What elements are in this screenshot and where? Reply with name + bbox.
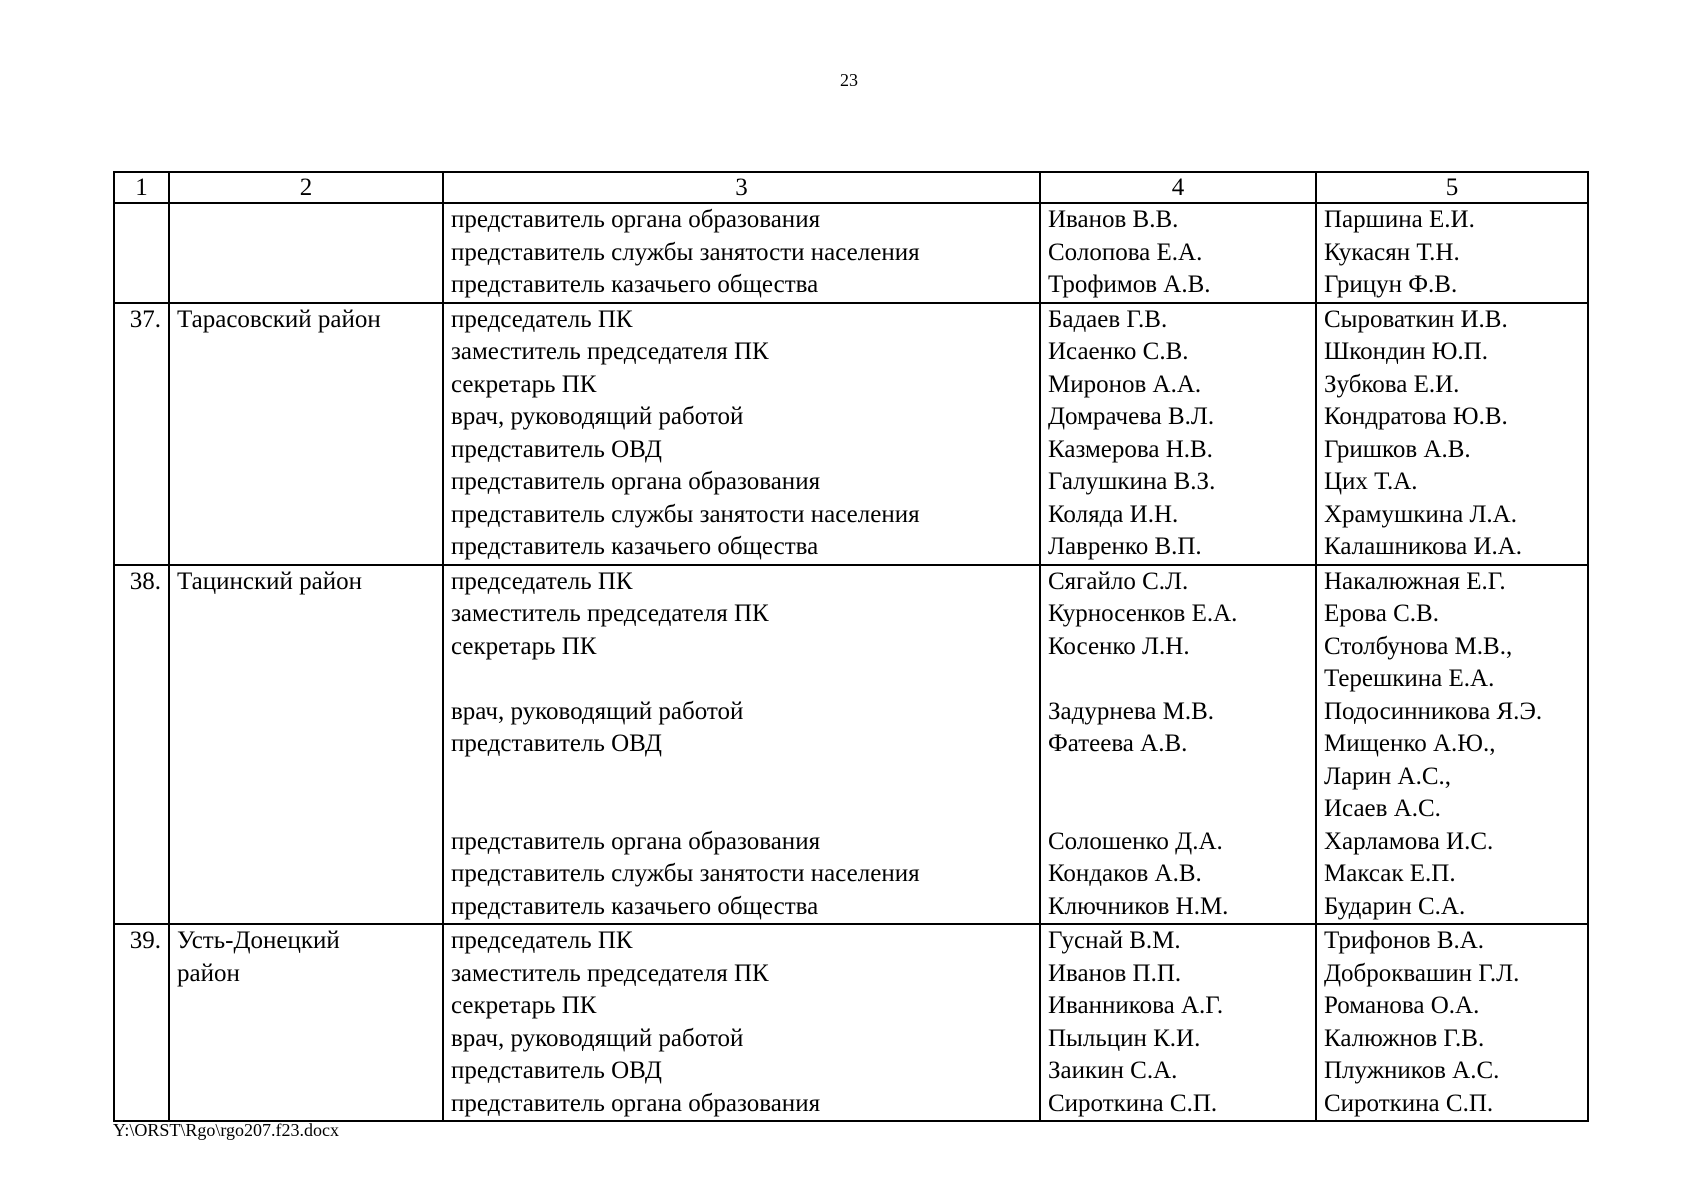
role-text: врач, руководящий работой	[451, 1024, 744, 1052]
header-row	[114, 172, 1588, 203]
reserve-name: Храмушкина Л.А.	[1324, 500, 1517, 528]
reserve-name: Романова О.А.	[1324, 992, 1480, 1019]
member-name: Кондаков А.В.	[1048, 860, 1202, 887]
district-name	[169, 203, 443, 303]
reserve-name: Шкондин Ю.П.	[1324, 338, 1488, 365]
role-text: заместитель председателя ПК	[451, 600, 769, 627]
role-text: представитель службы занятости населения	[451, 238, 920, 266]
role-text: секретарь ПК	[451, 370, 597, 398]
reserve-name: Кондратова Ю.В.	[1324, 403, 1508, 430]
page-number: 23	[840, 70, 858, 90]
reserve-name: Гришков А.В.	[1324, 435, 1471, 463]
reserve-cell	[1316, 203, 1588, 303]
role-cell	[443, 303, 1040, 565]
header-col-3: 3	[443, 172, 1040, 203]
role-text: представитель казачьего общества	[451, 533, 819, 560]
member-name: Казмерова Н.В.	[1048, 435, 1213, 463]
role-text: секретарь ПК	[451, 632, 597, 660]
role-text: представитель службы занятости населения	[451, 860, 920, 887]
role-text: секретарь ПК	[451, 992, 597, 1019]
role-text: председатель ПК	[451, 305, 633, 333]
reserve-name: Грицун Ф.В.	[1324, 271, 1458, 298]
member-cell	[1040, 303, 1316, 565]
district-group	[114, 565, 1588, 925]
district-name-line: Усть-Донецкий	[177, 927, 340, 954]
role-text: представитель службы занятости населения	[451, 500, 920, 528]
role-text: врач, руководящий работой	[451, 697, 744, 725]
role-text: представитель казачьего общества	[451, 271, 819, 298]
member-name: Галушкина В.З.	[1048, 468, 1216, 495]
role-cell	[443, 565, 1040, 925]
member-name: Задурнева М.В.	[1048, 697, 1215, 725]
reserve-name: Кукасян Т.Н.	[1324, 238, 1460, 266]
member-name: Ключников Н.М.	[1048, 892, 1229, 920]
reserve-name: Зубкова Е.И.	[1324, 370, 1460, 398]
role-text: заместитель председателя ПК	[451, 338, 769, 365]
member-name: Иванов П.П.	[1048, 959, 1182, 987]
reserve-name: Харламова И.С.	[1324, 827, 1494, 855]
district-group	[114, 303, 1588, 565]
reserve-name: Мищенко А.Ю.,	[1324, 730, 1496, 757]
role-text: представитель органа образования	[451, 1089, 821, 1117]
member-name: Солопова Е.А.	[1048, 238, 1203, 266]
district-group	[114, 924, 1588, 1121]
role-text: председатель ПК	[451, 927, 633, 954]
role-text: представитель ОВД	[451, 435, 662, 463]
district-name-line: Тацинский район	[177, 567, 362, 595]
member-cell	[1040, 924, 1316, 1121]
header-col-1: 1	[114, 172, 169, 203]
table-body	[114, 203, 1588, 1121]
reserve-name: Цих Т.А.	[1324, 468, 1418, 495]
reserve-name: Столбунова М.В.,	[1324, 632, 1513, 660]
member-name: Лавренко В.П.	[1048, 533, 1202, 560]
role-text: представитель ОВД	[451, 730, 662, 757]
role-text: врач, руководящий работой	[451, 403, 744, 430]
member-name: Иванов В.В.	[1048, 206, 1179, 233]
district-number: 38.	[114, 565, 169, 925]
member-name: Иванникова А.Г.	[1048, 992, 1224, 1019]
commission-table	[113, 171, 1589, 1122]
reserve-name: Сыроваткин И.В.	[1324, 305, 1508, 333]
member-name: Исаенко С.В.	[1048, 338, 1189, 365]
member-name: Коляда И.Н.	[1048, 500, 1179, 528]
member-name: Пыльцин К.И.	[1048, 1024, 1201, 1052]
member-cell	[1040, 203, 1316, 303]
role-text: представитель казачьего общества	[451, 892, 819, 920]
reserve-name: Плужников А.С.	[1324, 1057, 1500, 1084]
footer-file-path: Y:\ORST\Rgo\rgo207.f23.docx	[113, 1120, 340, 1140]
member-name: Фатеева А.В.	[1048, 730, 1188, 757]
reserve-name: Трифонов В.А.	[1324, 927, 1485, 954]
district-name-line: район	[177, 959, 240, 987]
member-name: Сироткина С.П.	[1048, 1089, 1218, 1117]
reserve-name: Терешкина Е.А.	[1324, 665, 1495, 692]
reserve-cell	[1316, 303, 1588, 565]
role-text: представитель ОВД	[451, 1057, 662, 1084]
district-name	[169, 303, 443, 565]
reserve-name: Калашникова И.А.	[1324, 533, 1523, 560]
reserve-name: Исаев А.С.	[1324, 795, 1441, 822]
header-col-2: 2	[169, 172, 443, 203]
reserve-name: Максак Е.П.	[1324, 860, 1456, 887]
header-col-4: 4	[1040, 172, 1316, 203]
reserve-cell	[1316, 565, 1588, 925]
reserve-name: Паршина Е.И.	[1324, 206, 1475, 233]
member-cell	[1040, 565, 1316, 925]
reserve-name: Доброквашин Г.Л.	[1324, 959, 1520, 987]
role-text: представитель органа образования	[451, 206, 821, 233]
role-text: представитель органа образования	[451, 468, 821, 495]
district-name	[169, 924, 443, 1121]
role-text: представитель органа образования	[451, 827, 821, 855]
district-group	[114, 203, 1588, 303]
district-number: 37.	[114, 303, 169, 565]
member-name: Косенко Л.Н.	[1048, 632, 1190, 660]
member-name: Домрачева В.Л.	[1048, 403, 1215, 430]
role-text: заместитель председателя ПК	[451, 959, 769, 987]
member-name: Курносенков Е.А.	[1048, 600, 1238, 627]
role-cell	[443, 924, 1040, 1121]
district-number	[114, 203, 169, 303]
district-name-line: Тарасовский район	[177, 305, 381, 333]
member-name: Сягайло С.Л.	[1048, 567, 1189, 595]
district-number: 39.	[114, 924, 169, 1121]
role-text: председатель ПК	[451, 567, 633, 595]
reserve-name: Ларин А.С.,	[1324, 762, 1452, 790]
member-name: Миронов А.А.	[1048, 370, 1202, 398]
district-name	[169, 565, 443, 925]
header-col-5: 5	[1316, 172, 1588, 203]
reserve-name: Ерова С.В.	[1324, 600, 1439, 627]
member-name: Заикин С.А.	[1048, 1057, 1178, 1084]
member-name: Гуснай В.М.	[1048, 927, 1181, 954]
member-name: Солошенко Д.А.	[1048, 827, 1223, 855]
reserve-name: Подосинникова Я.Э.	[1324, 697, 1543, 725]
reserve-name: Сироткина С.П.	[1324, 1089, 1494, 1117]
reserve-name: Калюжнов Г.В.	[1324, 1024, 1485, 1052]
reserve-cell	[1316, 924, 1588, 1121]
role-cell	[443, 203, 1040, 303]
member-name: Трофимов А.В.	[1048, 271, 1211, 298]
reserve-name: Бударин С.А.	[1324, 892, 1466, 920]
member-name: Бадаев Г.В.	[1048, 305, 1168, 333]
reserve-name: Накалюжная Е.Г.	[1324, 567, 1506, 595]
